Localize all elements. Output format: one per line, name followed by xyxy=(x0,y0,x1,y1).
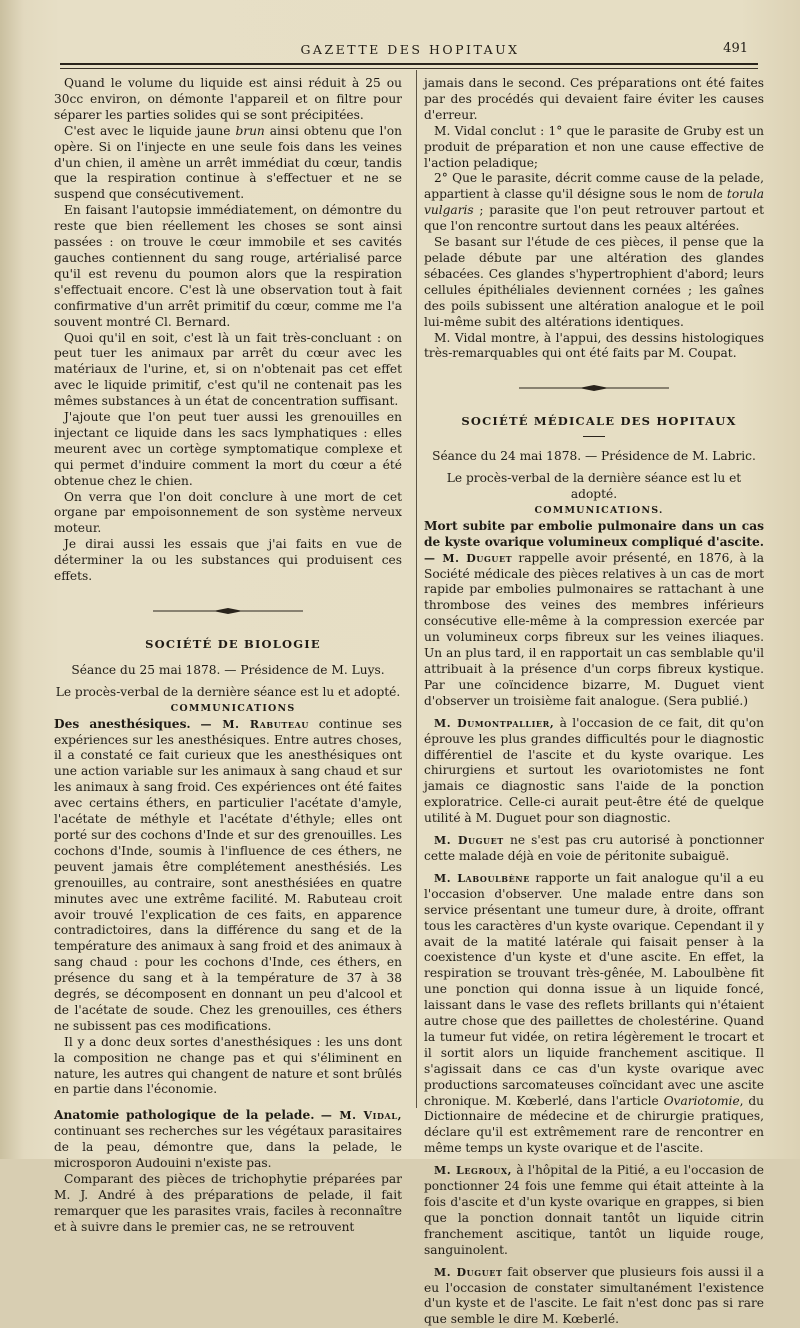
title-dash xyxy=(583,436,605,437)
paragraph: 2° Que le parasite, décrit comme cause de la pelade, appartient à classe qu'il désigne sous le nom de torula vulgaris ; parasite que l'on peut retrouver partout et que l'on rencontre surtout dans les peaux altérées. xyxy=(424,171,764,234)
paragraph: M. Legroux, à l'hôpital de la Pitié, a eu l'occasion de ponctionner 24 fois une femme qui était atteinte à la fois d'ascite et d'un kyste ovarique en grappes, si bien que la ponction donnait tantôt un liquide citrin franchement ascitique, tantôt un liquide rouge, sanguinolent. xyxy=(424,1163,764,1257)
page-number: 491 xyxy=(723,41,748,56)
paragraph: J'ajoute que l'on peut tuer aussi les grenouilles en injectant ce liquide dans les sacs lymphatiques : elles meurent avec un cortège symptomatique complexe et qui permet d'induire comment la mort du cœur a été obtenue chez le chien. xyxy=(54,410,402,488)
section-divider-ornament xyxy=(519,384,669,392)
article-pelade: Anatomie pathologique de la pelade. — M. Vidal, continuant ses recherches sur les végétaux parasitaires de la peau, démontre que, dans la pelade, le microsporon Audouini n'existe pas. xyxy=(54,1108,402,1171)
right-column xyxy=(424,76,764,1328)
paragraph: Quoi qu'il en soit, c'est là un fait très-concluant : on peut tuer les animaux par arrêt du cœur avec les matériaux de l'urine, et, si on n'obtenait pas cet effet avec le liquide primitif, c'est qu'il ne contenait pas les mêmes substances à un état de concentration suffisant. xyxy=(54,330,402,409)
article-anesthesiques: Des anesthésiques. — M. Rabuteau continue ses expériences sur les anesthésiques. Entre autres choses, il a constaté ce fait curieux que les anesthésiques ont une action variable sur les animaux à sang chaud et sur les animaux à sang froid. Ces expériences ont été faites avec certains éthers, en particulier l'acétate d'amyle, l'acétate de méthyle et l'acétate d'éthyle; elles ont porté sur des cochons d'Inde et sur des grenouilles. Les cochons d'Inde, soumis à l'influence de ces éthers, ne peuvent jamais être complétement anesthésiés. Les grenouilles, au contraire, sont anesthésiées en quatre minutes avec une extrême facilité. M. Rabuteau croit avoir trouvé l'explication de ces faits, en apparence contradictoires, dans la différence du sang et de la température des animaux à sang froid et des animaux à sang chaud : pour les cochons d'Inde, ces éthers, en présence du sang et à la température de 37 à 38 degrés, se décomposent en donnant un peu d'alcool et de l'acétate de soude. Chez les grenouilles, ces éthers ne subissent pas ces modifications. xyxy=(54,716,402,1033)
paragraph: C'est avec le liquide jaune brun ainsi obtenu que l'on opère. Si on l'injecte en une seule fois dans les veines d'un chien, il amène un arrêt immédiat du cœur, tandis que la respiration continue à s'effectuer et ne se suspend que consécutivement. xyxy=(54,123,402,202)
paragraph: Se basant sur l'étude de ces pièces, il pense que la pelade débute par une altération des glandes sébacées. Ces glandes s'hypertrophient d'abord; leurs cellules épithéliales deviennent cornées ; les gaînes des poils subissent une altération analogue et le poil lui-même subit des altérations identiques. xyxy=(424,235,764,329)
paragraph: jamais dans le second. Ces préparations ont été faites par des procédés qui devaient faire éviter les causes d'erreur. xyxy=(424,76,764,122)
paragraph: M. Duguet fait observer que plusieurs fois aussi il a eu l'occasion de constater simultanément l'existence d'un kyste et de l'ascite. Le fait n'est donc pas si rare que semble le dire M. Kœberlé. xyxy=(424,1264,764,1327)
seance-line: Séance du 25 mai 1878. — Présidence de M. Luys. xyxy=(71,662,385,677)
running-title: GAZETTE DES HOPITAUX xyxy=(300,42,520,57)
article-heading: Mort subite par embolie pulmonaire dans un cas de kyste ovarique volumineux compliqué d'ascite. xyxy=(424,518,764,549)
left-column xyxy=(54,76,402,1236)
communications-heading: COMMUNICATIONS. xyxy=(534,504,664,516)
paragraph: M. Vidal montre, à l'appui, des dessins histologiques très-remarquables qui ont été faits par M. Coupat. xyxy=(424,330,764,361)
communications-heading: COMMUNICATIONS xyxy=(170,702,296,714)
article-heading: Anatomie pathologique de la pelade. xyxy=(54,1108,315,1123)
proces-verbal-line: Le procès-verbal de la dernière séance est lu et adopté. xyxy=(55,684,401,699)
paragraph: M. Duguet ne s'est pas cru autorisé à ponctionner cette malade déjà en voie de péritonite subaiguë. xyxy=(424,833,764,863)
paragraph: Je dirai aussi les essais que j'ai faits en vue de déterminer la ou les substances qui produisent ces effets. xyxy=(54,537,402,584)
paragraph: Comparant des pièces de trichophytie préparées par M. J. André à des préparations de pelade, il fait remarquer que les parasites vrais, faciles à reconnaître et à suivre dans le premier cas, ne se retrouvent xyxy=(54,1172,402,1234)
header-rule xyxy=(60,63,758,65)
article-mort-subite: Mort subite par embolie pulmonaire dans un cas de kyste ovarique volumineux compliqué d'ascite. — M. Duguet rappelle avoir présenté, en 1876, à la Société médicale des pièces relatives à un cas de mort rapide par embolies pulmonaires se rattachant à une thrombose des veines des membres inférieurs consécutive elle-même à la compression exercée par un volumineux corps fibreux sur les veines iliaques. Un an plus tard, il en rapportait un cas semblable qu'il attribuait à la présence d'un corps fibreux kystique. Par une coïncidence bizarre, M. Duguet vient d'observer un troisième fait analogue. (Sera publié.) xyxy=(424,518,764,708)
column-separator xyxy=(416,70,417,1108)
proces-verbal-line: Le procès-verbal de la dernière séance est lu et adopté. xyxy=(446,471,742,502)
section-divider-ornament xyxy=(153,607,303,615)
section-title-medicale: SOCIÉTÉ MÉDICALE DES HOPITAUX xyxy=(461,414,737,429)
paragraph: M. Vidal conclut : 1° que le parasite de Gruby est un produit de préparation et non une cause effective de l'action peladique; xyxy=(424,123,764,170)
article-heading: Des anesthésiques. xyxy=(54,716,191,731)
paragraph: On verra que l'on doit conclure à une mort de cet organe par empoisonnement de son système nerveux moteur. xyxy=(54,489,402,536)
paragraph: Il y a donc deux sortes d'anesthésiques : les uns dont la composition ne change pas et qui s'éliminent en nature, les autres qui changent de nature et sont brûlés en partie dans l'économie. xyxy=(54,1034,402,1097)
seance-line: Séance du 24 mai 1878. — Présidence de M. Labric. xyxy=(432,449,756,464)
header-rule-thin xyxy=(60,68,758,69)
paragraph: En faisant l'autopsie immédiatement, on démontre du reste que bien réellement les choses se sont ainsi passées : on trouve le cœur immobile et ses cavités gauches contiennent du sang rouge, artérialisé parce qu'il est revenu du poumon alors que la respiration s'effectuait encore. C'est là une observation tout à fait confirmative d'un arrêt primitif du cœur, comme me l'a souvent montré Cl. Bernard. xyxy=(54,203,402,329)
paragraph: M. Laboulbène rapporte un fait analogue qu'il a eu l'occasion d'observer. Une malade entre dans son service présentant une tumeur dure, à droite, offrant tous les caractères d'un kyste ovarique. Cependant il y avait de la matité latérale qui faisait penser à la coexistence d'un kyste et d'une ascite. En effet, la respiration se trouvant très-gênée, M. Laboulbène fit une ponction qui donna issue à un liquide foncé, laissant dans le vase des reflets brillants qui n'étaient autre chose que des paillettes de cholestérine. Quand la tumeur fut vidée, on retira légèrement le trocart et il sortit alors un liquide franchement ascitique. Il s'agissait dans ce cas d'un kyste ovarique avec productions sarcomateuses coïncidant avec une ascite chronique. M. Kœberlé, dans l'article Ovariotomie, du Dictionnaire de médecine et de chirurgie pratiques, déclare qu'il est extrêmement rare de rencontrer en même temps un kyste ovarique et de l'ascite. xyxy=(424,870,765,1156)
section-title-biologie: SOCIÉTÉ DE BIOLOGIE xyxy=(145,637,321,651)
page-header xyxy=(60,38,760,60)
paragraph: M. Dumontpallier, à l'occasion de ce fait, dit qu'on éprouve les plus grandes difficultés pour le diagnostic différentiel de l'ascite et du kyste ovarique. Les chirurgiens et surtout les ovariotomistes ne font jamais ce diagnostic sans l'aide de la ponction exploratrice. Celle-ci aurait peut-être été de quelque utilité à M. Duguet pour son diagnostic. xyxy=(424,715,764,826)
paragraph: Quand le volume du liquide est ainsi réduit à 25 ou 30cc environ, on démonte l'appareil et on filtre pour séparer les parties solides qui se sont précipitées. xyxy=(54,76,402,122)
